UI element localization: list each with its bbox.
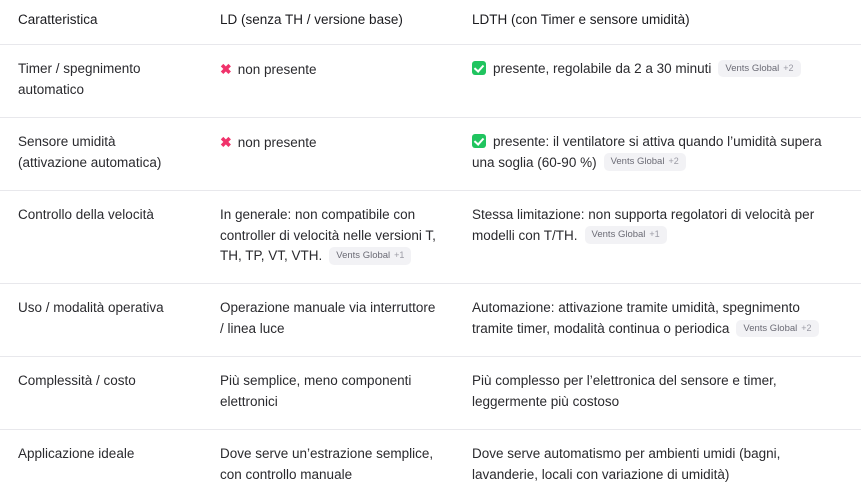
citation-source: Vents Global xyxy=(591,229,646,241)
feature-label-line2: automatico xyxy=(18,81,85,97)
citation-badge[interactable] xyxy=(329,247,411,264)
ld-text: In generale: non compatibile con controller di velocità nelle versioni T, TH, TP, VT, VTH. xyxy=(220,206,436,264)
ld-text: non presente xyxy=(237,61,317,77)
ld-cell xyxy=(202,44,454,117)
table-row xyxy=(0,357,861,430)
ldth-cell xyxy=(454,284,861,357)
feature-cell xyxy=(0,284,202,357)
ld-text: Operazione manuale via interruttore / linea luce xyxy=(220,300,436,337)
citation-source: Vents Global xyxy=(610,156,665,168)
feature-cell xyxy=(0,430,202,502)
ld-text: Più semplice, meno componenti elettronici xyxy=(220,373,412,410)
ldth-cell xyxy=(454,44,861,117)
ld-cell xyxy=(202,190,454,284)
check-icon xyxy=(472,61,486,75)
feature-label-line2: (attivazione automatica) xyxy=(18,154,162,170)
column-header-ld: LD (senza TH / versione base) xyxy=(202,0,454,44)
feature-cell xyxy=(0,357,202,430)
feature-cell xyxy=(0,117,202,190)
ldth-text: Più complesso per l’elettronica del sensore e timer, leggermente più costoso xyxy=(472,373,777,410)
feature-label-line1: Applicazione ideale xyxy=(18,446,135,462)
table-body xyxy=(0,44,861,501)
ld-text: non presente xyxy=(237,134,317,150)
ldth-text: Automazione: attivazione tramite umidità, spegnimento tramite timer, modalità continua o periodica xyxy=(472,300,800,337)
table-row xyxy=(0,430,861,502)
ld-cell xyxy=(202,284,454,357)
ldth-text: presente: il ventilatore si attiva quando l’umidità supera una soglia (60-90 %) xyxy=(472,133,822,170)
citation-source: Vents Global xyxy=(725,62,780,74)
ld-cell xyxy=(202,357,454,430)
citation-badge[interactable] xyxy=(718,60,800,77)
feature-label-line1: Sensore umidità xyxy=(18,133,116,149)
citation-count: +2 xyxy=(668,156,679,167)
feature-label-line1: Timer / spegnimento xyxy=(18,60,141,76)
citation-count: +2 xyxy=(783,62,794,73)
table-row xyxy=(0,190,861,284)
column-header-feature: Caratteristica xyxy=(0,0,202,44)
citation-count: +1 xyxy=(394,250,405,261)
ldth-cell xyxy=(454,190,861,284)
feature-cell xyxy=(0,190,202,284)
citation-source: Vents Global xyxy=(336,250,391,262)
check-icon xyxy=(472,134,486,148)
feature-label-line1: Complessità / costo xyxy=(18,373,136,389)
feature-cell xyxy=(0,44,202,117)
ld-text: Dove serve un’estrazione semplice, con controllo manuale xyxy=(220,446,434,482)
citation-badge[interactable] xyxy=(585,226,667,243)
ldth-cell xyxy=(454,430,861,502)
ldth-text: Dove serve automatismo per ambienti umidi (bagni, lavanderie, locali con variazione di umidità) xyxy=(472,446,781,482)
table-row xyxy=(0,117,861,190)
x-icon: ✖ xyxy=(220,133,232,150)
ldth-cell xyxy=(454,117,861,190)
citation-count: +2 xyxy=(801,323,812,334)
citation-count: +1 xyxy=(649,229,660,240)
x-icon: ✖ xyxy=(220,60,232,77)
column-header-ldth: LDTH (con Timer e sensore umidità) xyxy=(454,0,861,44)
ldth-text: Stessa limitazione: non supporta regolatori di velocità per modelli con T/TH. xyxy=(472,206,815,243)
table-header-row xyxy=(0,0,861,44)
ldth-cell xyxy=(454,357,861,430)
feature-label-line1: Controllo della velocità xyxy=(18,206,154,222)
feature-label-line1: Uso / modalità operativa xyxy=(18,300,164,316)
table-header xyxy=(0,0,861,44)
ldth-text: presente, regolabile da 2 a 30 minuti xyxy=(493,60,712,76)
citation-source: Vents Global xyxy=(743,323,798,335)
citation-badge[interactable] xyxy=(736,320,818,337)
table-row xyxy=(0,44,861,117)
ld-cell xyxy=(202,430,454,502)
citation-badge[interactable] xyxy=(604,153,686,170)
ld-cell xyxy=(202,117,454,190)
table-row xyxy=(0,284,861,357)
